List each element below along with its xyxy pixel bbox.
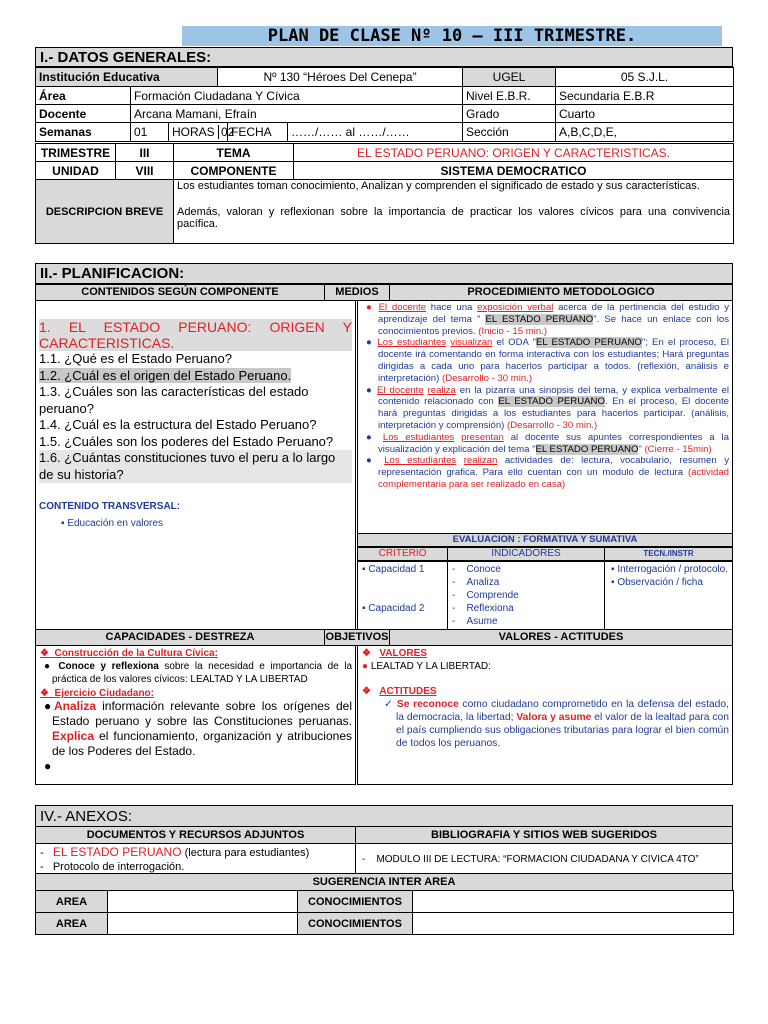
seccion-value: A,B,C,D,E,	[556, 123, 734, 142]
grado-label: Grado	[463, 105, 556, 123]
proc-step	[362, 302, 729, 337]
proc-step	[362, 432, 729, 456]
indicador-item: - Asume	[452, 616, 498, 627]
tema-table	[35, 143, 734, 244]
tecn-text: Interrogación / protocolo.	[617, 564, 728, 575]
sugerencia-header: SUGERENCIA INTER AREA	[35, 873, 733, 891]
valores-text-value: LEALTAD Y LA LIBERTAD:	[370, 661, 491, 672]
area-label: Área	[36, 87, 131, 105]
proc-verb: exposición verbal	[477, 302, 554, 313]
subtopic-item: 1.4. ¿Cuál es la estructura del Estado Peruano?	[39, 417, 317, 432]
ugel-value: 05 S.J.L.	[556, 68, 734, 87]
proc-time: (actividad complementaria para ser realizado en casa)	[378, 467, 729, 490]
subtopic-item: 1.6. ¿Cuántas constituciones tuvo el peru a lo largo de su historia?	[39, 450, 352, 483]
proc-verb: realiza	[427, 384, 456, 396]
proc-step	[362, 337, 729, 384]
area-value: Formación Ciudadana Y Cívica	[131, 87, 463, 105]
tema-value: EL ESTADO PERUANO: ORIGEN Y CARACTERISTICAS.	[294, 144, 734, 162]
fecha-label: FECHA	[228, 123, 288, 142]
proc-topic: EL ESTADO PERUANO	[498, 396, 605, 408]
docente-value: Arcana Mamani, Efraín	[131, 105, 463, 123]
tecn-text: Observación / ficha	[617, 577, 703, 588]
diamond-icon: ❖	[40, 688, 55, 699]
plan-col-medios: MEDIOS	[324, 284, 390, 301]
ec-text-2: el funcionamiento, organización y atribuciones de los Poderes del Estado.	[52, 729, 352, 758]
proc-step	[362, 385, 729, 432]
act-verb-2: Valora y asume	[516, 712, 592, 723]
caps-col-capacidades: CAPACIDADES - DESTREZA	[35, 629, 325, 646]
caps-header-row	[35, 629, 733, 646]
desc-label: DESCRIPCION BREVE	[36, 180, 174, 244]
eval-tecn-header: TECN./INSTR	[604, 547, 733, 561]
check-icon: ✓	[384, 699, 397, 710]
bullet-icon: ●	[366, 384, 378, 396]
proc-verb: realizan	[463, 455, 498, 467]
inst-value: Nº 130 “Héroes Del Cenepa”	[218, 68, 463, 87]
ec-title-text: Ejercicio Ciudadano:	[54, 688, 154, 699]
bullet-icon: ●	[366, 431, 383, 443]
proc-step	[362, 455, 729, 490]
proc-topic: EL ESTADO PERUANO	[485, 313, 594, 325]
ugel-label: UGEL	[463, 68, 556, 87]
caps-col-valores: VALORES - ACTITUDES	[389, 629, 733, 646]
act-verb-1: Se reconoce	[396, 699, 459, 710]
docente-label: Docente	[36, 105, 131, 123]
proc-text: "; En el proceso, El docente irá comentando en forma interactiva con los estudiantes; Hará preguntas dirigidas a cada uno para hacerlos participar a todos. (reflexión, análisis e interpretación)	[378, 337, 730, 384]
conocimientos-label: CONOCIMIENTOS	[298, 891, 413, 913]
unidad-value: VIII	[116, 162, 174, 180]
area-value[interactable]	[108, 891, 298, 913]
indicador-item: - Analiza	[452, 577, 500, 588]
anexos-col-documentos: DOCUMENTOS Y RECURSOS ADJUNTOS	[35, 826, 356, 844]
transversal-item-text: Educación en valores	[67, 518, 163, 529]
proc-time: (Desarrollo - 30 min.)	[507, 419, 598, 431]
proc-actor: El docente	[378, 302, 427, 313]
subtopic-item: 1.3. ¿Cuáles son las características del estado peruano?	[39, 384, 309, 416]
subtopic-item: 1.1. ¿Qué es el Estado Peruano?	[39, 351, 232, 366]
actitudes-title-text: ACTITUDES	[379, 686, 437, 697]
main-topic: 1. EL ESTADO PERUANO: ORIGEN Y CARACTERISTICAS.	[39, 319, 352, 351]
proc-actor: El docente	[377, 384, 424, 396]
indicador-text: Reflexiona	[466, 603, 514, 614]
horas-value: 02	[218, 125, 234, 139]
documento-item: - EL ESTADO PERUANO (lectura para estudiantes)	[40, 845, 310, 859]
capacidad-2-text: Capacidad 2	[368, 603, 425, 614]
eval-indicadores-header: INDICADORES	[447, 547, 605, 561]
general-data-table	[35, 67, 734, 142]
transversal-item: ▪ Educación en valores	[61, 518, 163, 529]
proc-text: en la pizarra una sinopsis del tema, y explica verbalmente el contenido relacionado con	[378, 384, 729, 408]
desc-cell	[174, 180, 734, 244]
indicador-text: Analiza	[466, 577, 500, 588]
valores-cell	[357, 645, 733, 785]
proc-time: (Desarrollo - 30 min.)	[442, 372, 533, 384]
grado-value: Cuarto	[556, 105, 734, 123]
conocimientos-label: CONOCIMIENTOS	[298, 913, 413, 935]
ec-verb-2: Explica	[52, 729, 95, 743]
area-label: AREA	[36, 913, 108, 935]
horas-label	[169, 123, 235, 142]
indicador-item: - Comprende	[452, 590, 519, 601]
indicador-text: Conoce	[466, 564, 501, 575]
valores-title	[362, 648, 729, 659]
proc-verb: visualizan	[450, 337, 493, 349]
tecn-item: ▪ Interrogación / protocolo.	[611, 564, 728, 575]
proc-text: al docente sus apuntes correspondientes a la visualización y explicación del tema "	[378, 431, 729, 455]
transversal-label: CONTENIDO TRANSVERSAL:	[39, 501, 181, 512]
eval-tecn-cell	[604, 561, 733, 630]
cc-text: ● Conoce y reflexiona sobre la necesidad e importancia de la práctica de los valores cívicos: LEALTAD Y LA LIBERTAD	[44, 661, 353, 685]
area-value[interactable]	[108, 913, 298, 935]
subtopic-list	[39, 351, 352, 483]
proc-topic: EL ESTADO PERUANO	[535, 337, 642, 349]
cc-text-bold: Conoce y reflexiona	[58, 661, 159, 672]
diamond-icon: ❖	[362, 648, 380, 659]
conocimientos-value[interactable]	[413, 891, 734, 913]
empty-bullet: ●	[44, 759, 52, 773]
page-title: PLAN DE CLASE Nº 10 – III TRIMESTRE.	[182, 26, 722, 46]
documentos-cell	[35, 843, 356, 874]
trimestre-label: TRIMESTRE	[36, 144, 116, 162]
bibliografia-cell: - MODULO III DE LECTURA: “FORMACION CIUDADANA Y CIVICA 4TO”	[355, 843, 733, 874]
act-text-2: el valor de la lealtad para con el país cumpliendo sus obligaciones tributarias para lograr el bien común de todos los peruanos.	[396, 712, 729, 749]
horas-label-text: HORAS	[172, 125, 215, 139]
procedimiento-cell	[357, 300, 733, 534]
proc-time: (Inicio - 15 min.)	[478, 325, 548, 337]
documento-text: Protocolo de interrogación.	[52, 861, 185, 873]
diamond-icon: ❖	[40, 648, 55, 659]
semanas-value: 01	[131, 123, 169, 142]
seccion-label: Sección	[463, 123, 556, 142]
capacidad-1-text: Capacidad 1	[368, 564, 425, 575]
proc-actor: Los estudiantes	[382, 431, 455, 443]
conocimientos-value[interactable]	[413, 913, 734, 935]
valores-text	[362, 661, 729, 672]
documento-note: (lectura para estudiantes)	[181, 847, 310, 859]
bullet-icon: ●	[366, 455, 385, 467]
inst-label: Institución Educativa	[36, 68, 218, 87]
capacidad-2: ▪ Capacidad 2	[362, 603, 425, 614]
proc-topic: EL ESTADO PERUANO	[535, 443, 639, 455]
plan-col-procedimiento: PROCEDIMIENTO METODOLOGICO	[389, 284, 733, 301]
proc-verb: presentan	[461, 431, 504, 443]
proc-text: actividades de: lectura, vocabulario, resumen y representación grafica. Para ello cuentan con un modulo de lectura	[378, 455, 730, 479]
subtopic-text: 1.2. ¿Cuál es el origen del Estado Peruano.	[39, 367, 292, 383]
contenidos-cell	[35, 300, 356, 630]
subtopic-item: 1.5. ¿Cuáles son los poderes del Estado Peruano?	[39, 433, 334, 449]
trimestre-value: III	[116, 144, 174, 162]
bullet-icon: ●	[362, 661, 371, 672]
ec-text: ●Analiza información relevante sobre los orígenes del Estado peruano y sobre las Constituciones peruanas. Explica el funcionamiento, organización y atribuciones de los Poderes del Estado.	[44, 699, 353, 758]
semanas-label: Semanas	[36, 123, 131, 142]
cc-title	[40, 648, 352, 659]
ec-text-1: información relevante sobre los orígenes del Estado peruano y sobre las Constituciones peruanas.	[52, 699, 353, 728]
plan-header-row	[35, 284, 733, 301]
plan-col-contenidos: CONTENIDOS SEGÚN COMPONENTE	[35, 284, 325, 301]
actitudes-text	[362, 698, 729, 750]
eval-indicadores-cell	[447, 561, 605, 630]
indicador-text: Asume	[466, 616, 498, 627]
eval-header: EVALUACION : FORMATIVA Y SUMATIVA	[357, 533, 733, 547]
act-text-1: como ciudadano comprometido en la defensa del estado, la democracia, la libertad;	[396, 699, 729, 723]
documento-link[interactable]: EL ESTADO PERUANO	[52, 845, 182, 859]
section-datos-generales: I.- DATOS GENERALES:	[35, 47, 733, 67]
sugerencia-table	[35, 890, 734, 935]
area-label: AREA	[36, 891, 108, 913]
capacidades-cell	[35, 645, 356, 785]
diamond-icon: ❖	[362, 686, 380, 697]
anexos-header-row	[35, 826, 733, 844]
proc-text: hace una	[426, 302, 478, 313]
bibliografia-text: MODULO III DE LECTURA: “FORMACION CIUDADANA Y CIVICA 4TO”	[376, 854, 699, 865]
unidad-label: UNIDAD	[36, 162, 116, 180]
proc-text: ". Se hace un enlace con los conocimientos previos.	[378, 313, 730, 337]
capacidad-1: ▪ Capacidad 1	[362, 564, 425, 575]
componente-value: SISTEMA DEMOCRATICO	[294, 162, 734, 180]
proc-text	[456, 455, 464, 466]
caps-col-objetivos: OBJETIVOS	[324, 629, 390, 646]
tecn-item: ▪ Observación / ficha	[611, 577, 703, 588]
proc-time: (Cierre - 15min)	[644, 443, 712, 455]
proc-text: "	[638, 443, 645, 455]
componente-label: COMPONENTE	[174, 162, 294, 180]
indicador-text: Comprende	[466, 590, 519, 601]
anexos-col-bibliografia: BIBLIOGRAFIA Y SITIOS WEB SUGERIDOS	[355, 826, 733, 844]
proc-actor: Los estudiantes	[384, 455, 457, 467]
cc-text-rest: sobre la necesidad e importancia de la práctica de los valores cívicos: LEALTAD Y LA LIBERTAD	[52, 661, 353, 685]
indicador-item: - Reflexiona	[452, 603, 514, 614]
actitudes-title	[362, 686, 729, 697]
fecha-value: ……/…… al ……/……	[288, 123, 463, 142]
documento-item: - Protocolo de interrogación.	[40, 861, 185, 873]
desc-paragraph-2: Además, valoran y reflexionan sobre la importancia de practicar los valores cívicos para una convivencia pacífica.	[177, 206, 730, 230]
ec-verb-1: Analiza	[54, 699, 97, 713]
proc-text: . En el proceso, El docente hará preguntas dirigidas a los estudiantes para hacerlos participar. (análisis, interpretación y comprensión)	[378, 396, 729, 431]
proc-actor: Los estudiantes	[377, 337, 447, 349]
desc-paragraph-1: Los estudiantes toman conocimiento, Analizan y comprenden el significado de estado y sus características.	[177, 180, 700, 192]
eval-criterio-header: CRITERIO	[357, 547, 448, 561]
tema-label: TEMA	[174, 144, 294, 162]
valores-title-text: VALORES	[379, 648, 427, 659]
ec-title	[40, 688, 352, 699]
cc-title-text: Construcción de la Cultura Cívica:	[54, 648, 218, 659]
section-planificacion: II.- PLANIFICACION:	[35, 263, 733, 284]
nivel-value: Secundaria E.B.R	[556, 87, 734, 105]
nivel-label: Nivel E.B.R.	[463, 87, 556, 105]
section-anexos: IV.- ANEXOS:	[35, 805, 733, 827]
subtopic-item	[39, 368, 352, 385]
bullet-icon: ●	[366, 302, 379, 313]
proc-text: acerca de la pertinencia del estudio y aprendizaje del tema "	[378, 302, 729, 325]
indicador-item: - Conoce	[452, 564, 501, 575]
bullet-icon: ●	[366, 337, 378, 349]
eval-criterio-cell	[357, 561, 448, 630]
proc-text: el ODA "	[492, 337, 536, 349]
